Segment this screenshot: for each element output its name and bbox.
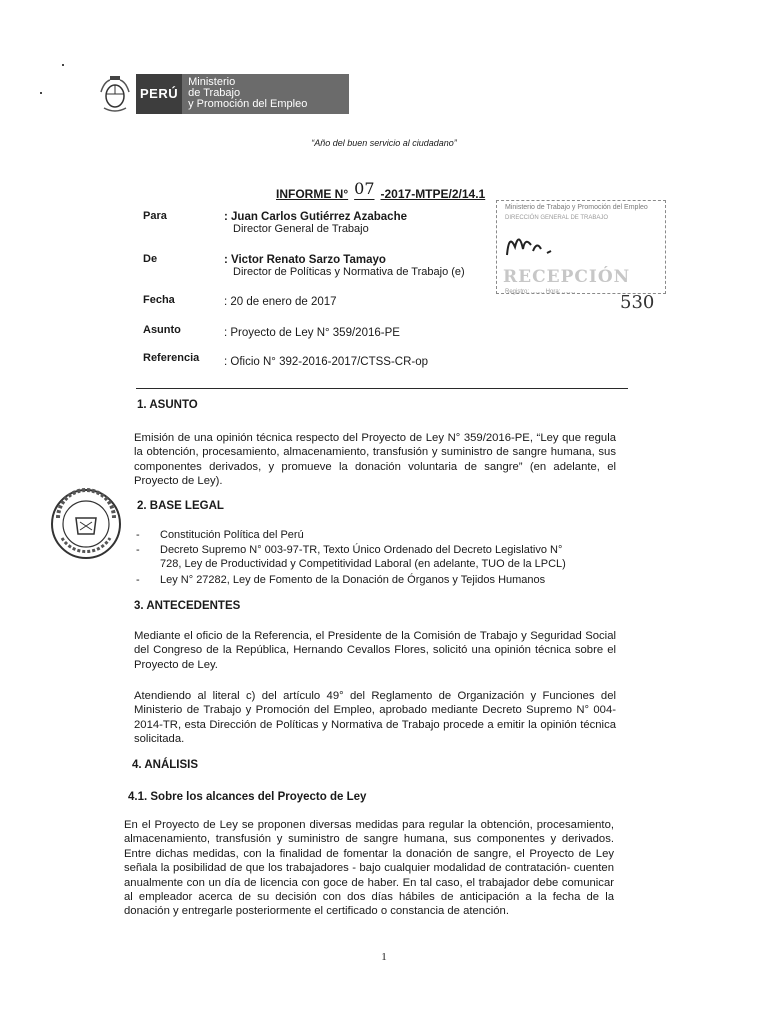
fecha-label: Fecha [143, 294, 175, 306]
ministry-line: de Trabajo [188, 87, 241, 99]
report-title-prefix: INFORME N° [276, 187, 349, 201]
list-item-text: Decreto Supremo N° 003-97-TR, Texto Único Ordenado del Decreto Legislativo N° [160, 544, 563, 556]
de-label: De [143, 253, 158, 265]
fecha-value: : 20 de enero de 2017 [224, 296, 337, 308]
ministry-line: y Promoción del Empleo [188, 98, 308, 110]
list-item: - Constitución Política del Perú [136, 529, 304, 541]
para-role: Director General de Trabajo [233, 223, 369, 235]
list-item: - Decreto Supremo N° 003-97-TR, Texto Único Ordenado del Decreto Legislativo N° 728, Ley de Productividad y Competitividad Laboral (en adelante, TUO de la LPCL) [136, 544, 566, 570]
stamp-line: DIRECCIÓN GENERAL DE TRABAJO [505, 215, 609, 221]
report-number-handwritten: 07 [354, 179, 375, 198]
para-value [224, 211, 407, 235]
list-item-text: Ley N° 27282, Ley de Fomento de la Donación de Órganos y Tejidos Humanos [160, 574, 546, 586]
coat-of-arms-icon [98, 74, 132, 114]
round-seal-icon [50, 488, 122, 560]
peru-label: PERÚ [136, 74, 182, 114]
scan-speck [40, 92, 42, 94]
stamp-line: Registro: ........ Hora: ........ [505, 289, 576, 295]
section-4-1-title: 4.1. Sobre los alcances del Proyecto de Ley [128, 791, 367, 803]
ministry-name [182, 74, 349, 114]
para-name: : Juan Carlos Gutiérrez Azabache [224, 211, 407, 223]
stamp-handwritten-number: 530 [620, 292, 655, 313]
ministry-line: Ministerio [188, 76, 236, 88]
divider [136, 388, 628, 389]
year-motto: “Año del buen servicio al ciudadano” [311, 138, 457, 148]
section-3-paragraph: Mediante el oficio de la Referencia, el Presidente de la Comisión de Trabajo y Seguridad Social del Congreso de la República, Hernando Cevallos Flores, solicitó una opinión técnica sobre el Proyecto de Ley. [134, 630, 616, 671]
section-3-title: 3. ANTECEDENTES [134, 600, 241, 612]
handwritten-signature [503, 227, 563, 263]
report-title-suffix: -2017-MTPE/2/14.1 [380, 187, 486, 201]
referencia-value: : Oficio N° 392-2016-2017/CTSS-CR-op [224, 356, 429, 368]
scan-speck [62, 64, 64, 66]
list-item-text: Constitución Política del Perú [160, 529, 304, 541]
de-name: : Victor Renato Sarzo Tamayo [224, 254, 386, 266]
section-2-title: 2. BASE LEGAL [137, 500, 224, 512]
report-title [276, 179, 486, 202]
de-value [224, 254, 465, 278]
section-4-title: 4. ANÁLISIS [132, 759, 199, 771]
list-item-text: 728, Ley de Productividad y Competitividad Laboral (en adelante, TUO de la LPCL) [160, 557, 566, 570]
asunto-value: : Proyecto de Ley N° 359/2016-PE [224, 327, 400, 339]
stamp-line: Ministerio de Trabajo y Promoción del Empleo [505, 204, 648, 211]
section-1-paragraph: Emisión de una opinión técnica respecto del Proyecto de Ley N° 359/2016-PE, “Ley que regula la obtención, procesamiento, almacenamiento, transfusión y suministro de sangre humana, sus componentes derivados, y promueve la donación voluntaria de sangre” (en adelante, el Proyecto de Ley). [134, 432, 616, 488]
para-label: Para [143, 210, 167, 222]
section-1-title: 1. ASUNTO [137, 399, 198, 411]
stamp-reception-text: RECEPCIÓN [503, 267, 631, 287]
de-role: Director de Políticas y Normativa de Trabajo (e) [233, 266, 465, 278]
referencia-label: Referencia [143, 352, 200, 364]
section-3-paragraph: Atendiendo al literal c) del artículo 49° del Reglamento de Organización y Funciones del Ministerio de Trabajo y Promoción del Empleo, aprobado mediante Decreto Supremo N° 004-2014-TR, esta Dirección de Políticas y Normativa de Trabajo procede a emitir la opinión técnica solicitada. [134, 690, 616, 746]
asunto-label: Asunto [143, 324, 181, 336]
ministry-logo [98, 74, 349, 114]
section-4-1-paragraph: En el Proyecto de Ley se proponen diversas medidas para regular la obtención, procesamiento, almacenamiento, transfusión y suministro de sangre humana, sus componentes y derivados. Entre dichas medidas, con la finalidad de fomentar la donación de sangre, el Proyecto de Ley señala la posibilidad de que los trabajadores - bajo cualquier modalidad de contratación- cuenten anualmente con un día de licencia con goce de haber. En tal caso, el trabajador debe comunicar al empleador acerca de su decisión con dos días hábiles de anticipación a la fecha de la donación y entregarle posteriormente el certificado o constancia de atención. [124, 819, 614, 918]
page-number: 1 [381, 951, 387, 963]
list-item: - Ley N° 27282, Ley de Fomento de la Donación de Órganos y Tejidos Humanos [136, 574, 546, 586]
reception-stamp [496, 200, 666, 294]
